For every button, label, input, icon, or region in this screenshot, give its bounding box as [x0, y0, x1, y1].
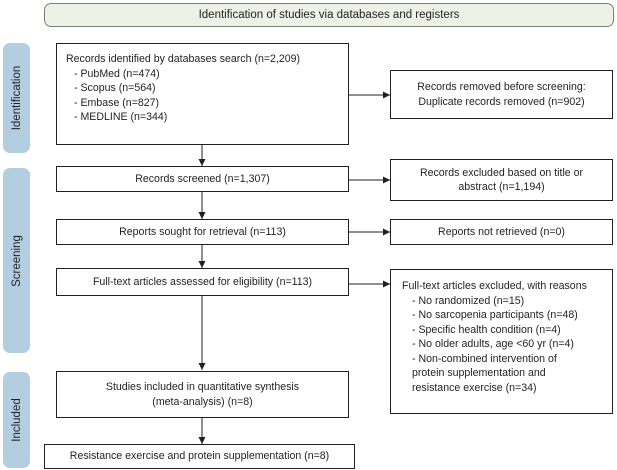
- identified-list: [66, 67, 348, 125]
- identified-item: - MEDLINE (n=344): [74, 111, 168, 123]
- excluded-reason: - No sarcopenia participants (n=48): [412, 309, 578, 321]
- not-retrieved-label: Reports not retrieved (n=0): [438, 225, 565, 238]
- included-box: [56, 371, 349, 418]
- identified-item: - Scopus (n=564): [74, 82, 156, 94]
- excluded-reason: - No randomized (n=15): [412, 294, 525, 307]
- removed-box: [390, 70, 613, 119]
- identified-title: Records identified by databases search (n=2,209): [66, 53, 301, 65]
- included-line2: (meta-analysis) (n=8): [152, 395, 253, 408]
- not-retrieved-box: [390, 219, 613, 245]
- identified-item: - PubMed (n=474): [74, 67, 160, 80]
- excluded-full-box: [390, 269, 613, 414]
- excluded-reason: - Specific health condition (n=4): [412, 323, 561, 336]
- excluded-full-list: [402, 294, 612, 396]
- sought-box: [56, 219, 349, 245]
- excluded-reason-continued: protein supplementation and: [412, 367, 546, 379]
- excluded-full-title: Full-text articles excluded, with reasons: [402, 280, 587, 292]
- phase-included-label: Included: [10, 398, 23, 442]
- phase-identification-label: Identification: [10, 65, 23, 131]
- excluded-reason: - No older adults, age <60 yr (n=4): [412, 338, 574, 350]
- assessed-label: Full-text articles assessed for eligibility (n=113): [92, 275, 313, 288]
- assessed-box: [56, 268, 349, 296]
- excluded-reason-continued: resistance exercise (n=34): [412, 381, 537, 394]
- screened-label: Records screened (n=1,307): [135, 172, 270, 185]
- excluded-title-box: [390, 159, 613, 201]
- phase-screening-label: Screening: [10, 234, 23, 287]
- excluded-title-line1: Records excluded based on title or: [419, 166, 584, 179]
- removed-line1: Records removed before screening:: [417, 81, 586, 93]
- excluded-reason: - Non-combined intervention of: [412, 352, 557, 365]
- screened-box: [56, 166, 349, 192]
- final-box: [44, 444, 355, 469]
- excluded-title-line2: abstract (n=1,194): [458, 181, 545, 193]
- included-line1: Studies included in quantitative synthesis: [105, 381, 300, 393]
- final-label: Resistance exercise and protein supplementation (n=8): [69, 450, 330, 463]
- identified-item: - Embase (n=827): [74, 96, 160, 109]
- identified-box: [56, 43, 349, 145]
- removed-line2: Duplicate records removed (n=902): [418, 95, 585, 108]
- sought-label: Reports sought for retrieval (n=113): [119, 225, 286, 238]
- header-title: Identification of studies via databases and registers: [198, 8, 460, 21]
